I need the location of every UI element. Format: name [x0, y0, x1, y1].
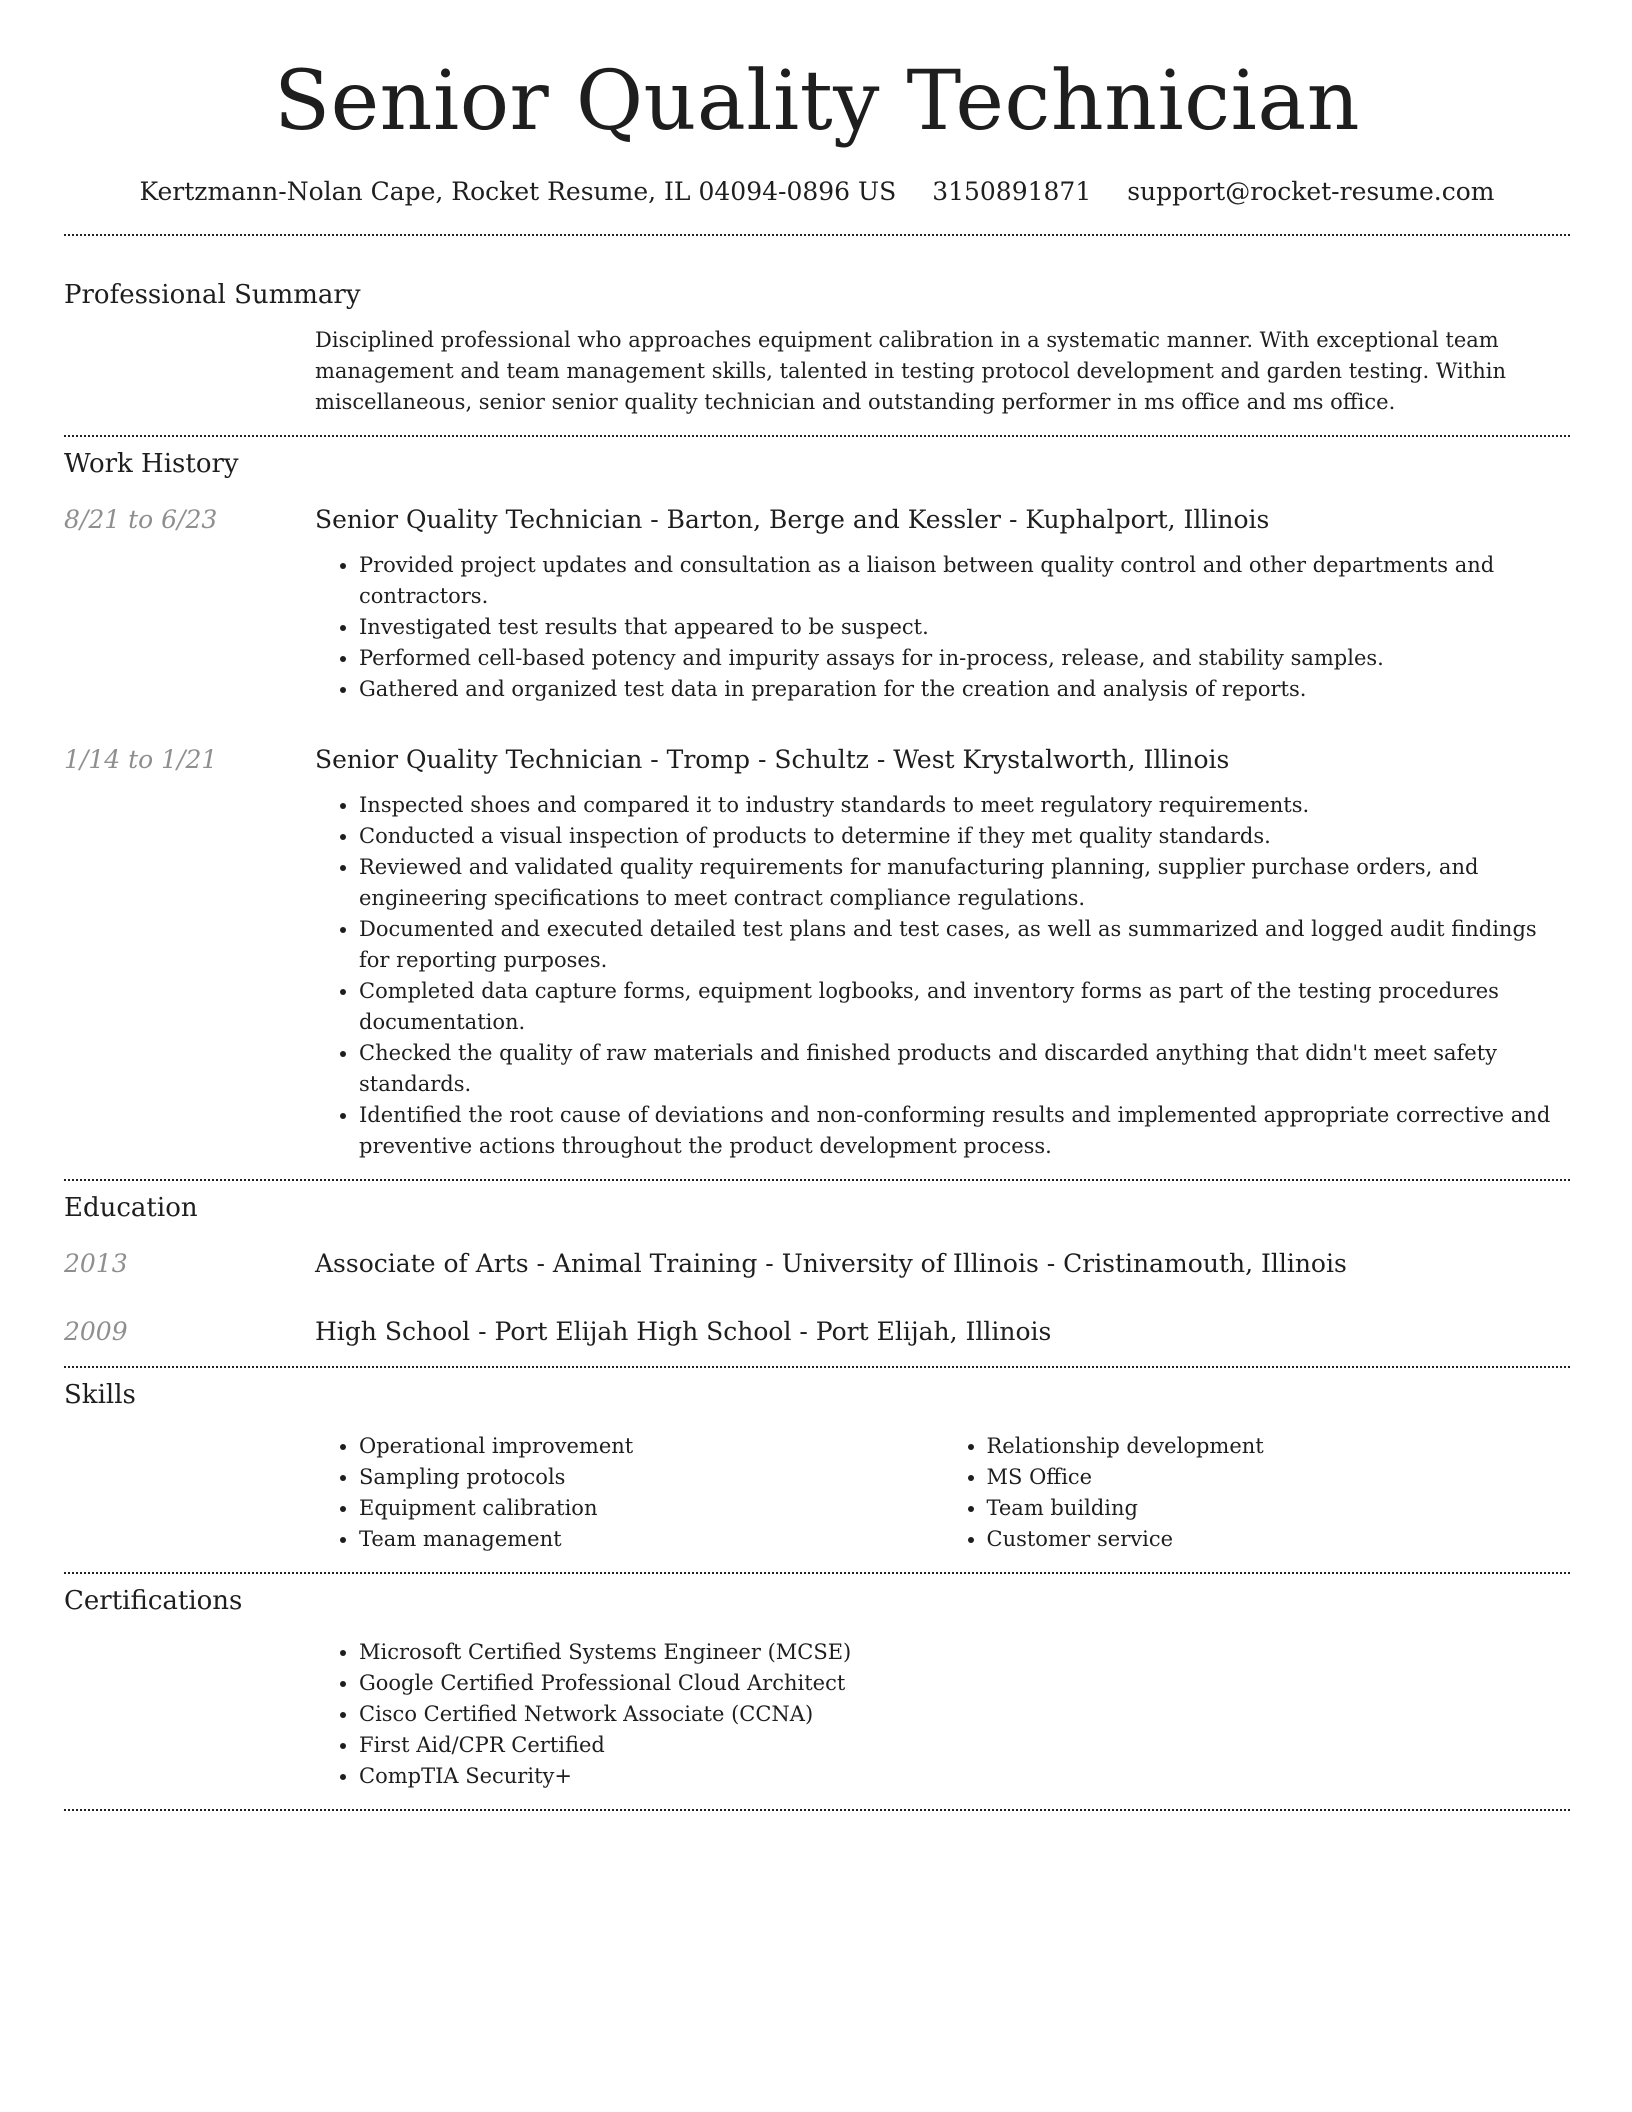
education-degree: High School	[315, 1317, 471, 1346]
job-bullet: • Provided project updates and consultation as a liaison between quality control and other departments and contractors.	[359, 550, 1570, 612]
job-role: Senior Quality Technician	[315, 745, 643, 774]
section-title-education: Education	[64, 1193, 198, 1223]
section-title-work: Work History	[64, 449, 239, 479]
education-entry	[64, 1247, 1570, 1281]
job-heading	[315, 743, 1570, 777]
job-details: - Barton, Berge and Kessler - Kuphalport, Illinois	[642, 505, 1270, 534]
education-details: - University of Illinois - Cristinamouth, Illinois	[757, 1249, 1347, 1278]
resume-page	[64, 0, 1570, 1811]
job-bullet: • Checked the quality of raw materials and finished products and discarded anything that didn't meet safety standards.	[359, 1038, 1570, 1100]
job-bullet: • Completed data capture forms, equipment logbooks, and inventory forms as part of the testing procedures documentation.	[359, 976, 1570, 1038]
certification-item: • Microsoft Certified Systems Engineer (MCSE)	[359, 1637, 1570, 1668]
skills-list-left	[315, 1431, 943, 1555]
education-heading	[315, 1315, 1570, 1349]
job-role: Senior Quality Technician	[315, 505, 643, 534]
divider	[64, 1809, 1570, 1811]
skill-item: • Team building	[987, 1493, 1571, 1524]
job-dates: 8/21 to 6/23	[64, 505, 218, 534]
skill-item: • Equipment calibration	[359, 1493, 943, 1524]
divider	[64, 1179, 1570, 1181]
contact-line	[64, 176, 1570, 208]
contact-phone: 3150891871	[932, 177, 1092, 206]
candidate-name: Senior Quality Technician	[273, 54, 1361, 149]
divider	[64, 234, 1570, 236]
section-title-certifications: Certifications	[64, 1586, 243, 1616]
job-bullet: • Gathered and organized test data in preparation for the creation and analysis of reports.	[359, 674, 1570, 705]
education-heading	[315, 1247, 1570, 1281]
certification-item: • Google Certified Professional Cloud Architect	[359, 1668, 1570, 1699]
job-heading	[315, 503, 1570, 537]
job-bullet: • Reviewed and validated quality requirements for manufacturing planning, supplier purchase orders, and engineering specifications to meet contract compliance regulations.	[359, 852, 1570, 914]
job-bullet: • Documented and executed detailed test plans and test cases, as well as summarized and logged audit findings for reporting purposes.	[359, 914, 1570, 976]
skill-item: • Relationship development	[987, 1431, 1571, 1462]
summary-text: Disciplined professional who approaches equipment calibration in a systematic manner. With exceptional team management and team management skills, talented in testing protocol development and garden testing. Within miscellaneous, senior senior quality technician and outstanding performer in ms office and ms office.	[315, 328, 1506, 414]
education-details: - Port Elijah High School - Port Elijah, Illinois	[470, 1317, 1052, 1346]
job-entry	[64, 503, 1570, 705]
education-entry	[64, 1315, 1570, 1349]
education-year: 2009	[64, 1317, 128, 1346]
divider	[64, 1572, 1570, 1574]
certifications-list	[315, 1637, 1570, 1792]
job-bullet: • Identified the root cause of deviations and non-conforming results and implemented appropriate corrective and preventive actions throughout the product development process.	[359, 1100, 1570, 1162]
skill-item: • Operational improvement	[359, 1431, 943, 1462]
divider	[64, 1366, 1570, 1368]
job-dates: 1/14 to 1/21	[64, 745, 218, 774]
job-bullets	[315, 550, 1570, 705]
certification-item: • Cisco Certified Network Associate (CCNA)	[359, 1699, 1570, 1730]
job-bullet: • Inspected shoes and compared it to industry standards to meet regulatory requirements.	[359, 790, 1570, 821]
skills-list-right	[943, 1431, 1571, 1555]
contact-address: Kertzmann-Nolan Cape, Rocket Resume, IL 04094-0896 US	[139, 177, 897, 206]
skill-item: • Customer service	[987, 1524, 1571, 1555]
section-title-summary: Professional Summary	[64, 280, 361, 310]
divider	[64, 435, 1570, 437]
job-bullets	[315, 790, 1570, 1162]
skills-columns	[315, 1431, 1570, 1555]
job-bullet: • Investigated test results that appeared to be suspect.	[359, 612, 1570, 643]
job-bullet: • Performed cell-based potency and impurity assays for in-process, release, and stability samples.	[359, 643, 1570, 674]
certification-item: • First Aid/CPR Certified	[359, 1730, 1570, 1761]
skill-item: • Sampling protocols	[359, 1462, 943, 1493]
education-degree: Associate of Arts - Animal Training	[315, 1249, 758, 1278]
skill-item: • MS Office	[987, 1462, 1571, 1493]
job-bullet: • Conducted a visual inspection of products to determine if they met quality standards.	[359, 821, 1570, 852]
job-details: - Tromp - Schultz - West Krystalworth, Illinois	[642, 745, 1230, 774]
certification-item: • CompTIA Security+	[359, 1761, 1570, 1792]
contact-email: support@rocket-resume.com	[1127, 177, 1495, 206]
education-year: 2013	[64, 1249, 128, 1278]
section-title-skills: Skills	[64, 1380, 136, 1410]
job-entry	[64, 743, 1570, 1162]
skill-item: • Team management	[359, 1524, 943, 1555]
